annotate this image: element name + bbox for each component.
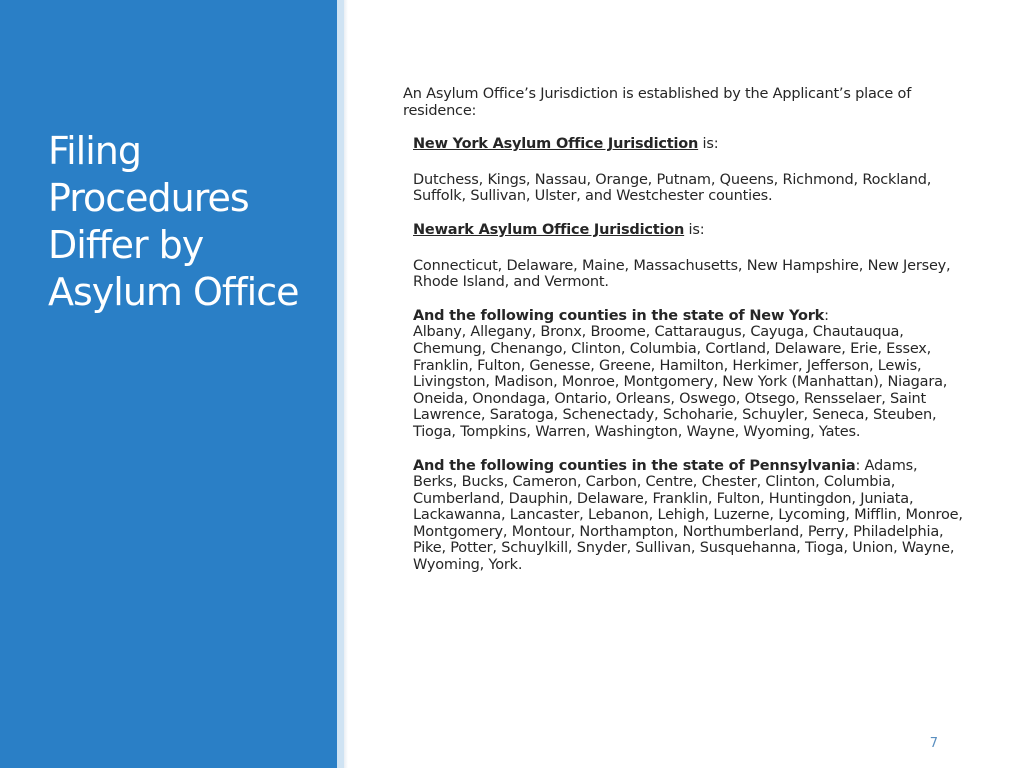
newark-ny-counties: Albany, Allegany, Bronx, Broome, Cattaraugus, Cayuga, Chautauqua, Chemung, Chenango, Clinton, Columbia, Cortland, Delaware, Erie, Essex, Franklin, Fulton, Genesse, Greene, Hamilton, Herkimer, Jefferson, Lewis, Livingston, Madison, Monroe, Montgomery, New York (Manhattan), Niagara, Oneida, Onondaga, Ontario, Orleans, Oswego, Otsego, Rensselaer, Saint Lawrence, Saratoga, Schenectady, Schoharie, Schuyler, Seneca, Steuben, Tioga, Tompkins, Warren, Washington, Wayne, Wyoming, Yates. bbox=[413, 324, 948, 440]
page-number: 7 bbox=[929, 736, 938, 751]
newark-ny-colon: : bbox=[824, 307, 829, 324]
panel-shadow bbox=[344, 0, 348, 768]
new-york-heading: New York Asylum Office Jurisdiction bbox=[413, 136, 699, 153]
newark-heading: Newark Asylum Office Jurisdiction bbox=[413, 221, 685, 238]
new-york-heading-suffix: is: bbox=[698, 136, 719, 153]
title-panel bbox=[0, 0, 337, 768]
newark-pa-heading: And the following counties in the state of Pennsylvania bbox=[413, 457, 856, 474]
panel-divider bbox=[337, 0, 344, 768]
new-york-heading-line bbox=[403, 136, 963, 153]
newark-ny-heading: And the following counties in the state of New York bbox=[413, 307, 825, 324]
new-york-counties: Dutchess, Kings, Nassau, Orange, Putnam, Queens, Richmond, Rockland, Suffolk, Sullivan, Ulster, and Westchester counties. bbox=[413, 171, 932, 205]
newark-pa-counties: : Adams, Berks, Bucks, Cameron, Carbon, Centre, Chester, Clinton, Columbia, Cumberland, Dauphin, Delaware, Franklin, Fulton, Huntingdon, Juniata, Lackawanna, Lancaster, Lebanon, Lehigh, Luzerne, Lycoming, Mifflin, Monroe, Montgomery, Montour, Northampton, Northumberland, Perry, Philadelphia, Pike, Potter, Schuylkill, Snyder, Sullivan, Susquehanna, Tioga, Union, Wayne, Wyoming, York. bbox=[413, 457, 963, 574]
slide-content bbox=[403, 86, 963, 574]
intro-text: An Asylum Office’s Jurisdiction is established by the Applicant’s place of residence: bbox=[403, 86, 912, 119]
newark-heading-line bbox=[403, 222, 963, 239]
newark-heading-suffix: is: bbox=[684, 221, 705, 238]
newark-states: Connecticut, Delaware, Maine, Massachusetts, New Hampshire, New Jersey, Rhode Island, and Vermont. bbox=[413, 257, 951, 291]
newark-ny-heading-line bbox=[403, 308, 963, 325]
slide-title: Filing Procedures Differ by Asylum Office bbox=[48, 129, 299, 314]
newark-pa-block bbox=[403, 458, 963, 574]
